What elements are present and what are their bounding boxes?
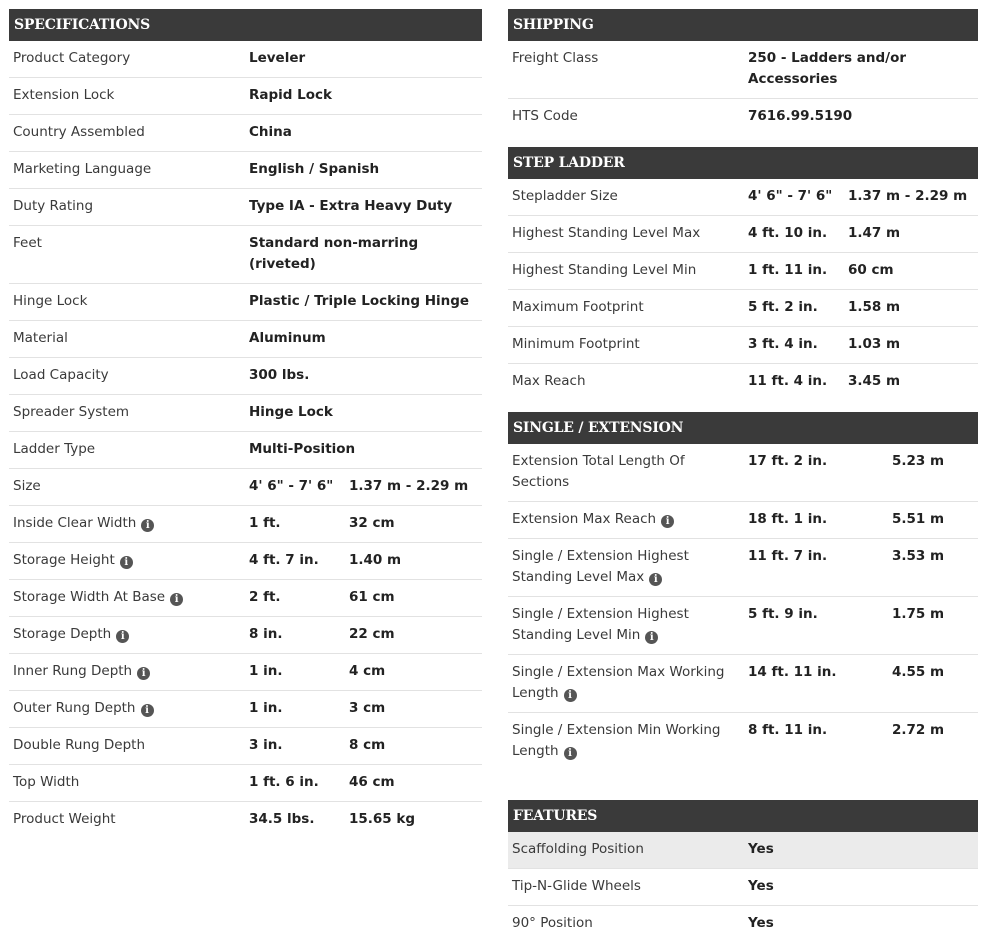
imperial-value: 17 ft. 2 in. <box>748 453 828 469</box>
step-ladder-row <box>508 216 978 253</box>
spec-label <box>13 661 249 682</box>
spec-label <box>13 476 249 497</box>
spec-label-text: Storage Height <box>13 552 115 568</box>
spec-label: Hinge Lock <box>13 293 88 309</box>
spec-measure-row <box>9 765 482 802</box>
imperial-value: 4' 6" - 7' 6" <box>249 478 334 494</box>
spec-label: Load Capacity <box>13 367 109 383</box>
feature-value: Yes <box>748 878 774 894</box>
shipping-label: Freight Class <box>512 50 599 66</box>
spec-value: Hinge Lock <box>249 404 333 420</box>
single-extension-row <box>508 539 978 597</box>
single-extension-label <box>512 662 748 704</box>
feature-label: Tip-N-Glide Wheels <box>512 878 641 894</box>
info-icon[interactable]: i <box>170 593 183 606</box>
info-icon[interactable]: i <box>564 747 577 760</box>
imperial-value: 34.5 lbs. <box>249 811 315 827</box>
spec-row <box>9 226 482 284</box>
info-icon[interactable]: i <box>564 689 577 702</box>
metric-value: 1.03 m <box>848 336 901 352</box>
left-column <box>9 9 482 838</box>
spec-label-text: Storage Depth <box>13 626 112 642</box>
spec-label <box>13 513 249 534</box>
imperial-value: 5 ft. 9 in. <box>748 606 818 622</box>
feature-row <box>508 906 978 942</box>
feature-label: Scaffolding Position <box>512 841 644 857</box>
spec-measure-row <box>9 691 482 728</box>
spec-label: Product Category <box>13 50 131 66</box>
spec-row <box>9 152 482 189</box>
shipping-label: HTS Code <box>512 108 578 124</box>
spec-measure-row <box>9 580 482 617</box>
single-extension-row <box>508 444 978 502</box>
spec-row <box>9 78 482 115</box>
metric-value: 8 cm <box>349 737 386 753</box>
step-ladder-label: Max Reach <box>512 373 586 389</box>
spec-row <box>9 321 482 358</box>
single-extension-section <box>508 412 978 770</box>
spec-value: Standard non-marring (riveted) <box>249 235 419 272</box>
single-extension-label <box>512 720 748 762</box>
shipping-row <box>508 99 978 135</box>
metric-value: 5.23 m <box>892 453 945 469</box>
imperial-value: 2 ft. <box>249 589 281 605</box>
metric-value: 61 cm <box>349 589 395 605</box>
single-extension-label-text: Extension Max Reach <box>512 511 657 527</box>
imperial-value: 1 ft. 6 in. <box>249 774 319 790</box>
spec-label-text: Inside Clear Width <box>13 515 137 531</box>
shipping-section <box>508 9 978 135</box>
imperial-value: 1 ft. <box>249 515 281 531</box>
single-extension-row <box>508 655 978 713</box>
shipping-value: 250 - Ladders and/or Accessories <box>748 50 907 87</box>
section-header-shipping: SHIPPING <box>508 9 978 41</box>
single-extension-row <box>508 713 978 770</box>
spec-label: Extension Lock <box>13 87 115 103</box>
imperial-value: 11 ft. 4 in. <box>748 373 828 389</box>
metric-value: 46 cm <box>349 774 395 790</box>
imperial-value: 5 ft. 2 in. <box>748 299 818 315</box>
spec-label <box>13 698 249 719</box>
single-extension-label-text: Single / Extension Highest Standing Level Min <box>512 606 689 643</box>
step-ladder-row <box>508 327 978 364</box>
spec-row <box>9 189 482 226</box>
imperial-value: 8 in. <box>249 626 283 642</box>
spec-measure-row <box>9 469 482 506</box>
single-extension-label-text: Single / Extension Highest Standing Level Max <box>512 548 689 585</box>
spec-label-text: Inner Rung Depth <box>13 663 133 679</box>
section-header-specifications: SPECIFICATIONS <box>9 9 482 41</box>
metric-value: 1.37 m - 2.29 m <box>349 478 469 494</box>
single-extension-label <box>512 604 748 646</box>
spec-label-text: Outer Rung Depth <box>13 700 136 716</box>
single-extension-row <box>508 597 978 655</box>
info-icon[interactable]: i <box>137 667 150 680</box>
imperial-value: 3 ft. 4 in. <box>748 336 818 352</box>
spec-row <box>9 41 482 78</box>
right-column <box>508 9 978 942</box>
imperial-value: 3 in. <box>249 737 283 753</box>
metric-value: 1.47 m <box>848 225 901 241</box>
spec-value: Rapid Lock <box>249 87 333 103</box>
spec-measure-row <box>9 654 482 691</box>
spec-measure-row <box>9 543 482 580</box>
spec-value: China <box>249 124 292 140</box>
single-extension-row <box>508 502 978 539</box>
spec-value: English / Spanish <box>249 161 380 177</box>
single-extension-label-text: Single / Extension Max Working Length <box>512 664 725 701</box>
metric-value: 3 cm <box>349 700 386 716</box>
imperial-value: 18 ft. 1 in. <box>748 511 828 527</box>
spec-value: Type IA - Extra Heavy Duty <box>249 198 453 214</box>
metric-value: 1.37 m - 2.29 m <box>848 188 968 204</box>
info-icon[interactable]: i <box>645 631 658 644</box>
spec-measure-row <box>9 728 482 765</box>
imperial-value: 1 ft. 11 in. <box>748 262 828 278</box>
info-icon[interactable]: i <box>649 573 662 586</box>
spec-measure-row <box>9 506 482 543</box>
step-ladder-label: Minimum Footprint <box>512 336 640 352</box>
spec-row <box>9 432 482 469</box>
spec-label <box>13 624 249 645</box>
step-ladder-row <box>508 290 978 327</box>
spec-label: Feet <box>13 235 42 251</box>
imperial-value: 11 ft. 7 in. <box>748 548 828 564</box>
spec-label <box>13 735 249 756</box>
feature-row <box>508 869 978 906</box>
info-icon[interactable]: i <box>141 704 154 717</box>
step-ladder-label: Stepladder Size <box>512 188 618 204</box>
spec-label-text: Product Weight <box>13 811 116 827</box>
step-ladder-label: Highest Standing Level Min <box>512 262 697 278</box>
metric-value: 4 cm <box>349 663 386 679</box>
spec-label: Ladder Type <box>13 441 96 457</box>
metric-value: 1.58 m <box>848 299 901 315</box>
single-extension-label <box>512 546 748 588</box>
spec-label <box>13 772 249 793</box>
feature-value: Yes <box>748 841 774 857</box>
metric-value: 15.65 kg <box>349 811 416 827</box>
spec-label-text: Double Rung Depth <box>13 737 145 753</box>
spec-label: Spreader System <box>13 404 130 420</box>
metric-value: 3.53 m <box>892 548 945 564</box>
step-ladder-row <box>508 179 978 216</box>
spec-value: Multi-Position <box>249 441 356 457</box>
single-extension-label <box>512 509 748 530</box>
imperial-value: 14 ft. 11 in. <box>748 664 837 680</box>
shipping-row <box>508 41 978 99</box>
imperial-value: 1 in. <box>249 663 283 679</box>
metric-value: 5.51 m <box>892 511 945 527</box>
spec-measure-row <box>9 617 482 654</box>
spec-measure-row <box>9 802 482 838</box>
metric-value: 60 cm <box>848 262 894 278</box>
single-extension-label-text: Single / Extension Min Working Length <box>512 722 721 759</box>
spec-value: Leveler <box>249 50 306 66</box>
single-extension-label <box>512 451 748 493</box>
spec-label-text: Top Width <box>13 774 80 790</box>
metric-value: 32 cm <box>349 515 395 531</box>
metric-value: 22 cm <box>349 626 395 642</box>
imperial-value: 4 ft. 10 in. <box>748 225 828 241</box>
imperial-value: 1 in. <box>249 700 283 716</box>
step-ladder-label: Maximum Footprint <box>512 299 644 315</box>
spec-label: Duty Rating <box>13 198 94 214</box>
spec-label <box>13 550 249 571</box>
spec-row <box>9 358 482 395</box>
metric-value: 1.75 m <box>892 606 945 622</box>
spec-label-text: Size <box>13 478 41 494</box>
spec-label <box>13 587 249 608</box>
step-ladder-row <box>508 253 978 290</box>
feature-label: 90° Position <box>512 915 593 931</box>
step-ladder-label: Highest Standing Level Max <box>512 225 701 241</box>
section-header-features: FEATURES <box>508 800 978 832</box>
metric-value: 2.72 m <box>892 722 945 738</box>
specifications-section <box>9 9 482 838</box>
imperial-value: 4 ft. 7 in. <box>249 552 319 568</box>
metric-value: 1.40 m <box>349 552 402 568</box>
spec-value: Plastic / Triple Locking Hinge <box>249 293 470 309</box>
single-extension-label-text: Extension Total Length Of Sections <box>512 453 685 490</box>
section-header-step-ladder: STEP LADDER <box>508 147 978 179</box>
features-section <box>508 800 978 942</box>
spec-label <box>13 809 249 830</box>
spec-value: Aluminum <box>249 330 326 346</box>
spec-label-text: Storage Width At Base <box>13 589 166 605</box>
info-icon[interactable]: i <box>661 515 674 528</box>
feature-value: Yes <box>748 915 774 931</box>
spec-row <box>9 284 482 321</box>
feature-row <box>508 832 978 869</box>
imperial-value: 4' 6" - 7' 6" <box>748 188 833 204</box>
metric-value: 3.45 m <box>848 373 901 389</box>
imperial-value: 8 ft. 11 in. <box>748 722 828 738</box>
spec-label: Country Assembled <box>13 124 145 140</box>
info-icon[interactable]: i <box>120 556 133 569</box>
info-icon[interactable]: i <box>116 630 129 643</box>
shipping-value: 7616.99.5190 <box>748 108 853 124</box>
metric-value: 4.55 m <box>892 664 945 680</box>
info-icon[interactable]: i <box>141 519 154 532</box>
section-header-single-extension: SINGLE / EXTENSION <box>508 412 978 444</box>
step-ladder-section <box>508 147 978 400</box>
spec-row <box>9 115 482 152</box>
spec-row <box>9 395 482 432</box>
spec-label: Material <box>13 330 68 346</box>
spec-label: Marketing Language <box>13 161 152 177</box>
step-ladder-row <box>508 364 978 400</box>
spec-value: 300 lbs. <box>249 367 310 383</box>
